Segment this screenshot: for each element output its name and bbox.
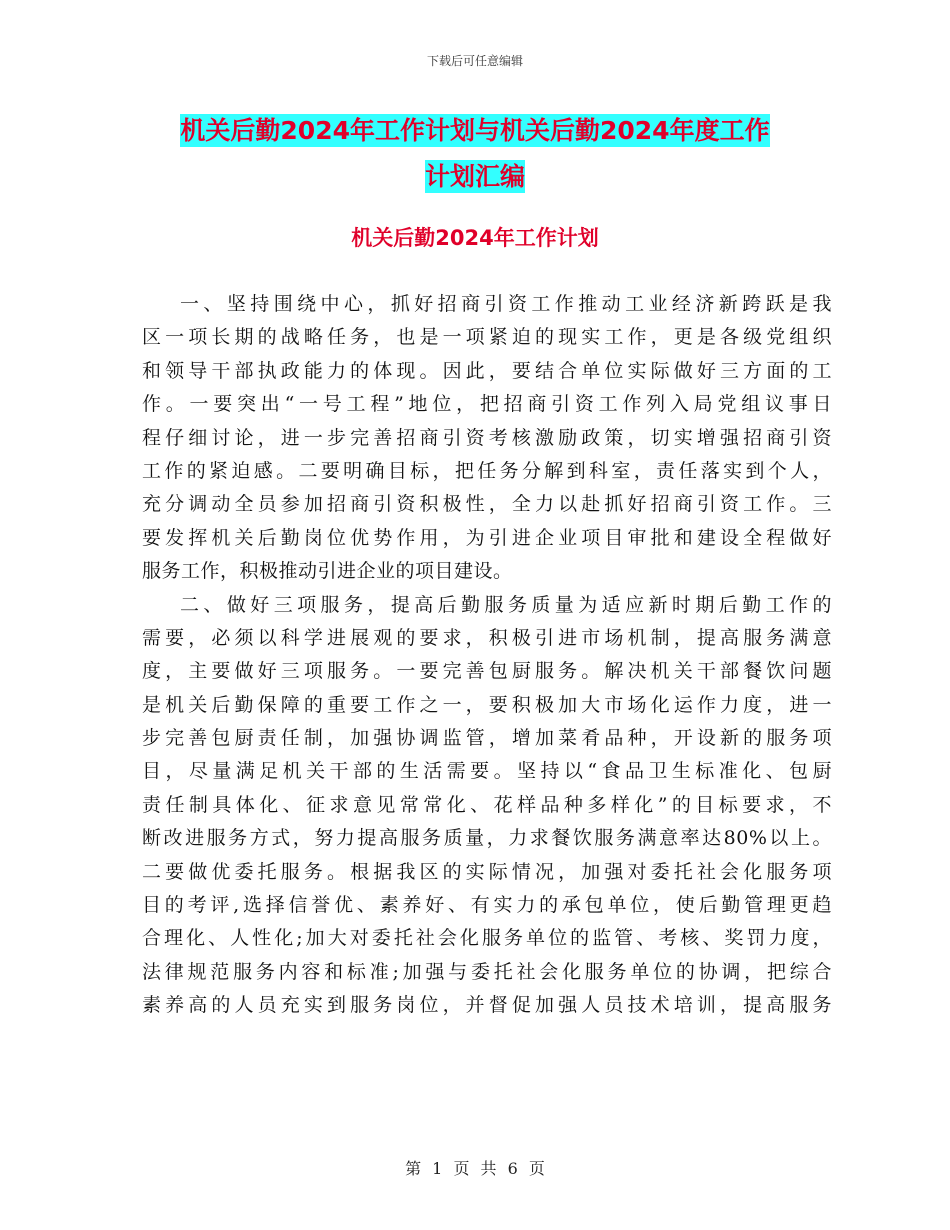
paragraph-line: 服务工作，积极推动引进企业的项目建设。 — [142, 560, 513, 583]
section-title: 机关后勤2024年工作计划 — [351, 226, 599, 250]
paragraph-line: 目的考评,选择信誉优、素养好、有实力的承包单位，使后勤管理更趋 — [142, 894, 832, 917]
document-title-line-2: 计划汇编 — [424, 162, 525, 191]
paragraph-line: 工作的紧迫感。二要明确目标，把任务分解到科室，责任落实到个人， — [142, 459, 832, 482]
paragraph-line: 充分调动全员参加招商引资积极性，全力以赴抓好招商引资工作。三 — [142, 493, 832, 516]
paragraph-line: 素养高的人员充实到服务岗位，并督促加强人员技术培训，提高服务 — [142, 994, 832, 1017]
body-text — [142, 288, 832, 1023]
paragraph-line: 度，主要做好三项服务。一要完善包厨服务。解决机关干部餐饮问题 — [142, 660, 832, 683]
paragraph-line: 二要做优委托服务。根据我区的实际情况，加强对委托社会化服务项 — [142, 860, 832, 883]
paragraph-line: 一、坚持围绕中心，抓好招商引资工作推动工业经济新跨跃是我 — [180, 293, 832, 315]
paragraph-line: 步完善包厨责任制，加强协调监管，增加菜肴品种，开设新的服务项 — [142, 727, 832, 750]
paragraph-line: 责任制具体化、征求意见常常化、花样品种多样化”的目标要求，不 — [142, 793, 832, 816]
paragraph-line: 程仔细讨论，进一步完善招商引资考核激励政策，切实增强招商引资 — [142, 426, 832, 449]
header-note: 下载后可任意编辑 — [426, 54, 523, 68]
paragraph-line: 目，尽量满足机关干部的生活需要。坚持以“食品卫生标准化、包厨 — [142, 760, 832, 783]
document-title — [0, 108, 950, 200]
document-title-line-1: 机关后勤2024年工作计划与机关后勤2024年度工作 — [180, 116, 770, 145]
paragraph-line: 是机关后勤保障的重要工作之一，要积极加大市场化运作力度，进一 — [142, 693, 832, 716]
paragraph-line: 和领导干部执政能力的体现。因此，要结合单位实际做好三方面的工 — [142, 359, 832, 382]
paragraph-line: 作。一要突出“一号工程”地位，把招商引资工作列入局党组议事日 — [142, 393, 832, 416]
paragraph-line: 二、做好三项服务，提高后勤服务质量为适应新时期后勤工作的 — [180, 593, 832, 616]
paragraph-line: 需要，必须以科学进展观的要求，积极引进市场机制，提高服务满意 — [142, 626, 832, 649]
page-number-footer: 第 1 页 共 6 页 — [405, 1159, 545, 1178]
paragraph-line: 区一项长期的战略任务，也是一项紧迫的现实工作，更是各级党组织 — [142, 326, 832, 349]
paragraph-line: 断改进服务方式，努力提高服务质量，力求餐饮服务满意率达80%以上。 — [142, 827, 832, 850]
paragraph-line: 要发挥机关后勤岗位优势作用，为引进企业项目审批和建设全程做好 — [142, 526, 832, 549]
paragraph-line: 法律规范服务内容和标准;加强与委托社会化服务单位的协调，把综合 — [142, 960, 832, 983]
paragraph-line: 合理化、人性化;加大对委托社会化服务单位的监管、考核、奖罚力度， — [142, 927, 832, 950]
